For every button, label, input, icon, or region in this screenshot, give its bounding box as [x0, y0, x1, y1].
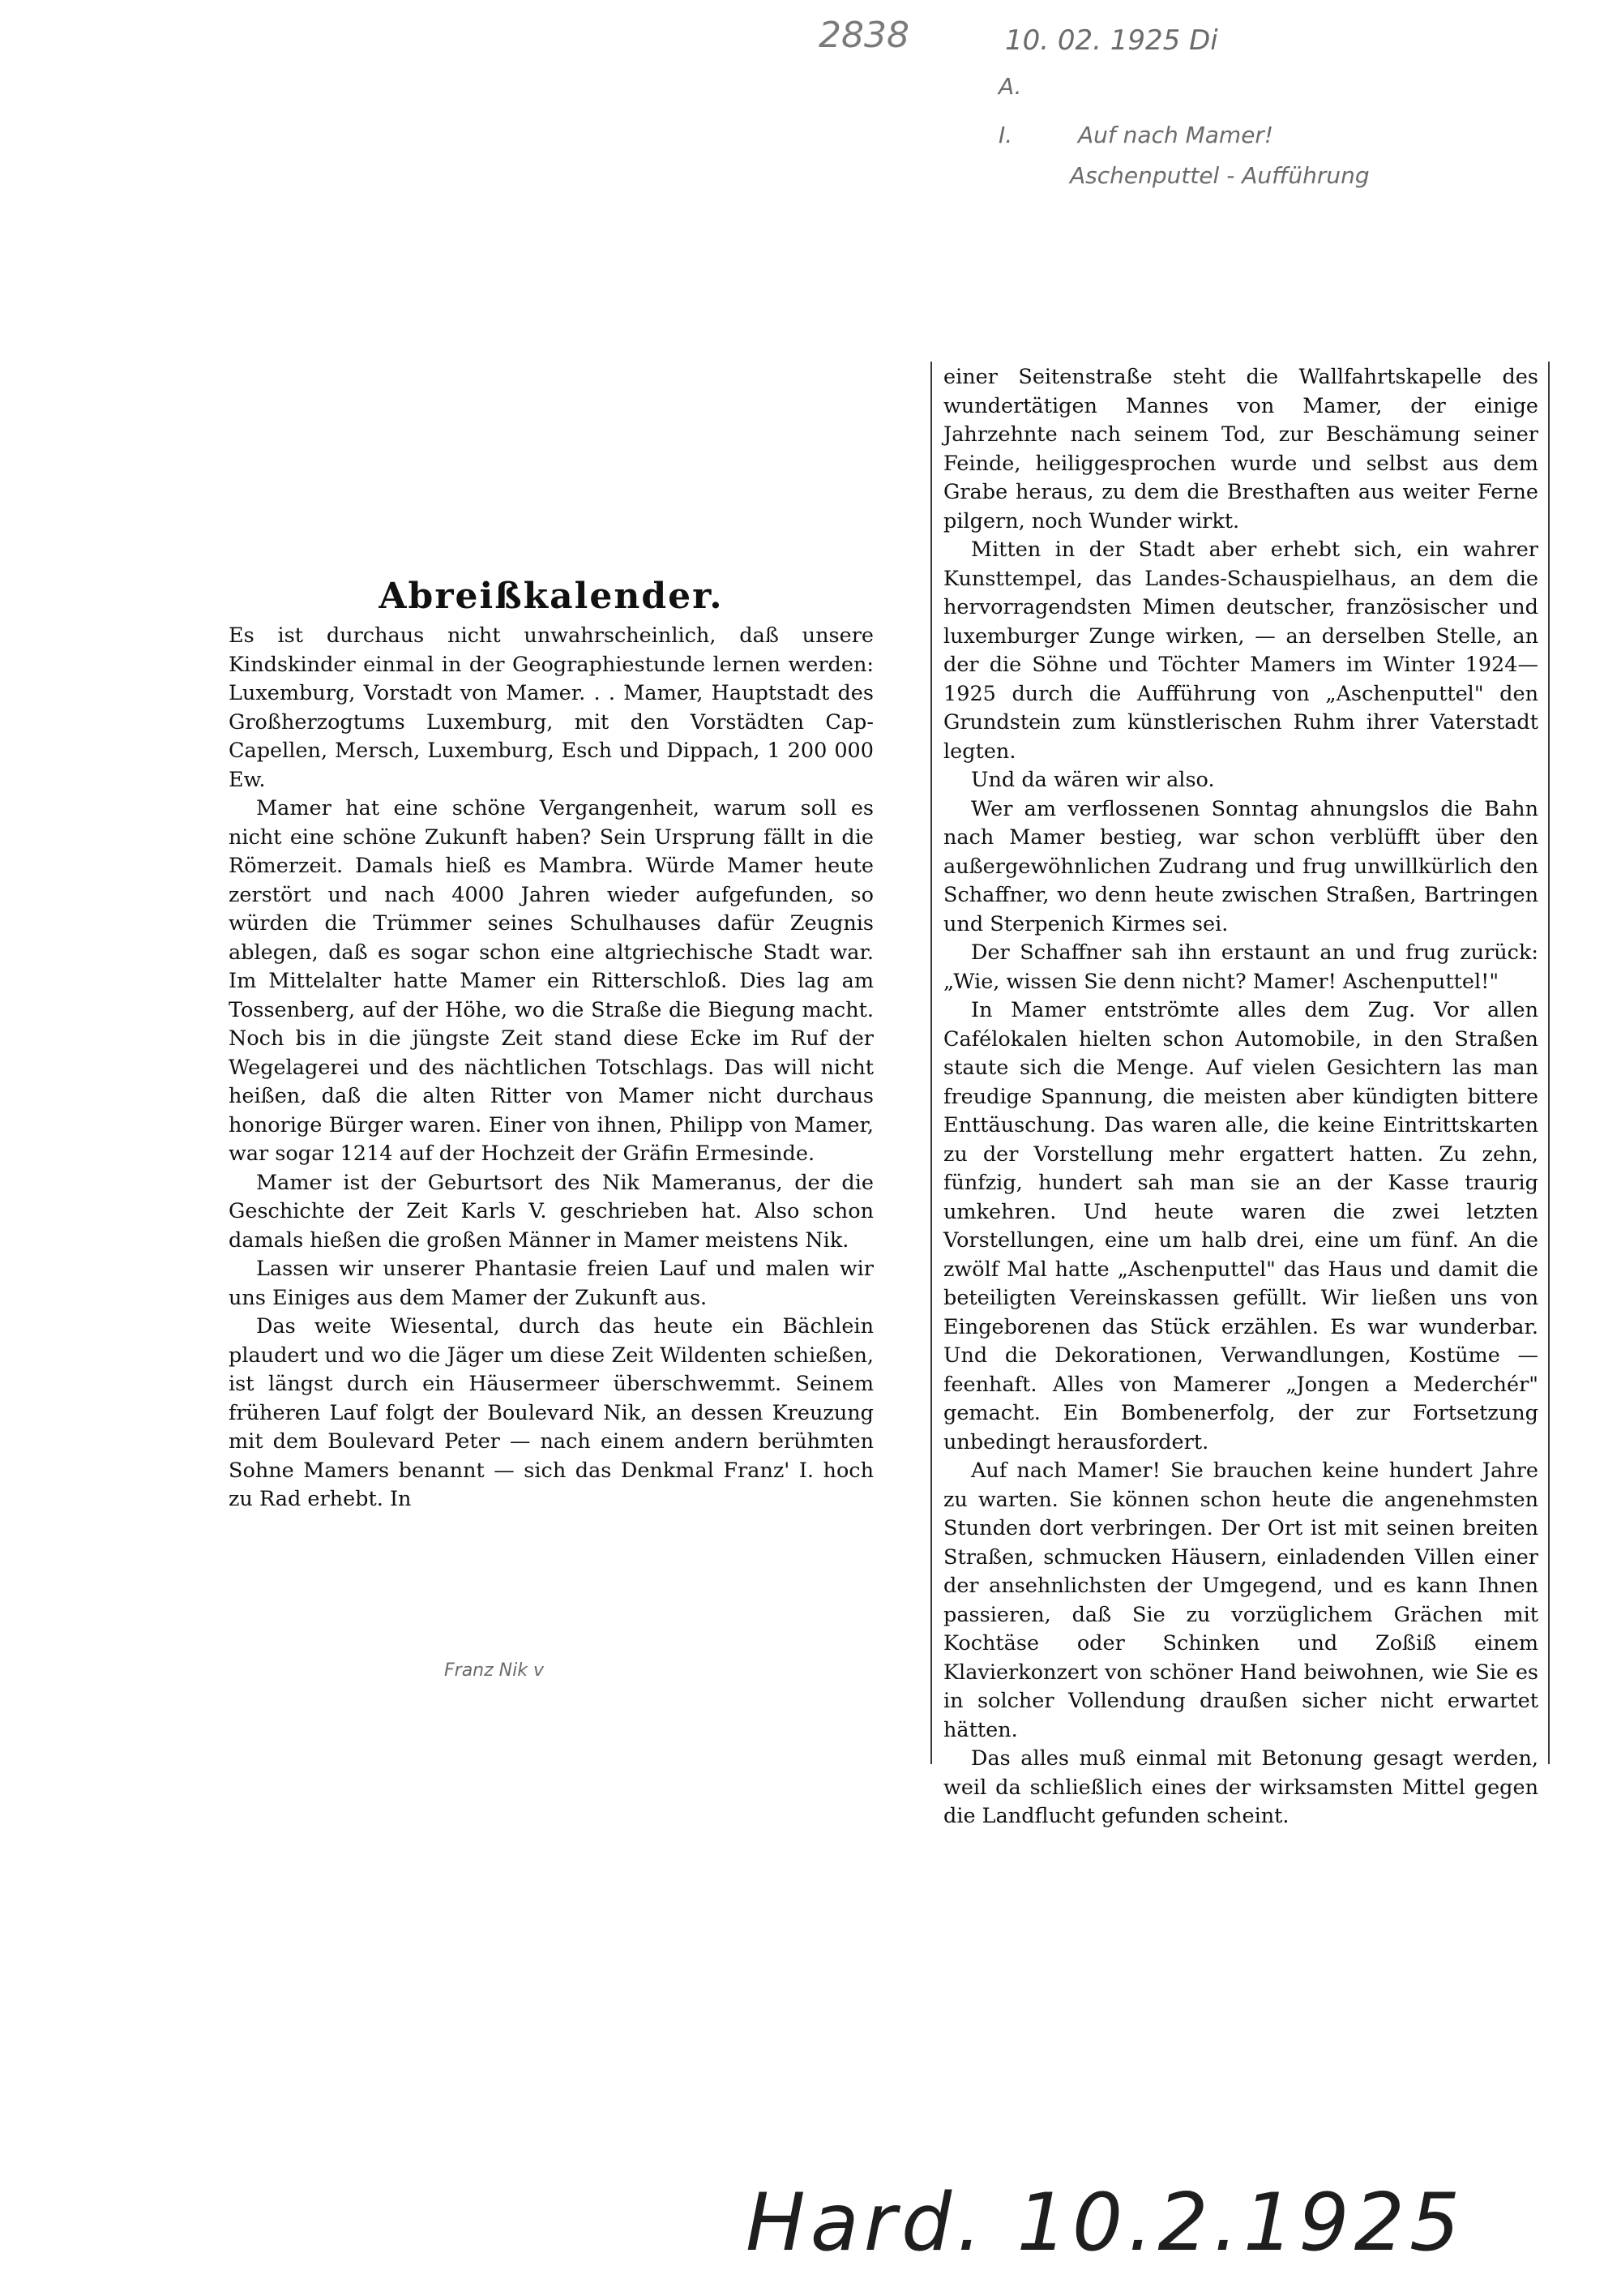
archive-number: 2838 — [819, 15, 909, 56]
paragraph: Mitten in der Stadt aber erhebt sich, ein wahrer Kunsttempel, das Landes-Schauspielhaus, an dem die hervorragendsten Mimen deutscher, französischer und luxemburger Zunge wirken, — an derselben Stelle, an der die Söhne und Töchter Mamers im Winter 1924—1925 durch die Aufführung von „Aschenputtel" den Grundstein zum künstlerischen Ruhm ihrer Vaterstadt legten. — [943, 538, 1538, 764]
paragraph: Es ist durchaus nicht unwahrscheinlich, daß unsere Kindskinder einmal in der Geographiestunde lernen werden: Luxemburg, Vorstadt von Mamer. . . Mamer, Hauptstadt des Großherzogtums Luxemburg, mit den Vorstädten Cap-Capellen, Mersch, Luxemburg, Esch und Dippach, 1 200 000 Ew. — [229, 623, 874, 792]
paragraph: Das alles muß einmal mit Betonung gesagt werden, weil da schließlich eines der wirksamsten Mittel gegen die Landflucht gefunden scheint. — [943, 1746, 1538, 1828]
handwritten-franz-note: Franz Nik v — [444, 1660, 544, 1681]
handwritten-note-line1: A. — [999, 73, 1022, 100]
paragraph: Der Schaffner sah ihn erstaunt an und frug zurück: „Wie, wissen Sie denn nicht? Mamer! Aschenputtel!" — [943, 940, 1538, 994]
paragraph: Mamer ist der Geburtsort des Nik Mameranus, der die Geschichte der Zeit Karls V. geschrieben hat. Also schon damals hießen die großen Männer in Mamer meistens Nik. — [229, 1170, 874, 1253]
paragraph: Mamer hat eine schöne Vergangenheit, warum soll es nicht eine schöne Zukunft haben? Sein Ursprung fällt in die Römerzeit. Damals hieß es Mambra. Würde Mamer heute zerstört und nach 4000 Jahren wieder aufgefunden, so würden die Trümmer seines Schulhauses dafür Zeugnis ablegen, daß es sogar schon eine altgriechische Stadt war. Im Mittelalter hatte Mamer ein Ritterschloß. Dies lag am Tossenberg, auf der Höhe, wo die Straße die Biegung macht. Noch bis in die jüngste Zeit stand diese Ecke im Ruf der Wegelagerei und des nächtlichen Totschlags. Das will nicht heißen, daß die alten Ritter von Mamer nicht durchaus honorige Bürger waren. Einer von ihnen, Philipp von Mamer, war sogar 1214 auf der Hochzeit der Gräfin Ermesinde. — [229, 796, 874, 1166]
paragraph: Das weite Wiesental, durch das heute ein Bächlein plaudert und wo die Jäger um diese Zeit Wildenten schießen, ist längst durch ein Häusermeer überschwemmt. Seinem früheren Lauf folgt der Boulevard Nik, an dessen Kreuzung mit dem Boulevard Peter — nach einem andern berühmten Sohne Mamers benannt — sich das Denkmal Franz' I. hoch zu Rad erhebt. In — [229, 1314, 874, 1511]
newspaper-clipping-right — [930, 362, 1550, 1828]
handwritten-note-line2: Auf nach Mamer! — [1078, 122, 1274, 148]
left-column — [224, 622, 879, 1514]
paragraph: Und da wären wir also. — [971, 768, 1215, 792]
newspaper-clipping-left — [224, 568, 879, 1654]
handwritten-note-line3: Aschenputtel - Aufführung — [1070, 162, 1370, 189]
paragraph: In Mamer entströmte alles dem Zug. Vor allen Cafélokalen hielten schon Automobile, in den Straßen staute sich die Menge. Auf vielen Gesichtern las man freudige Spannung, die meisten aber kündigten bittere Enttäuschung. Das waren alle, die keine Eintrittskarten zu der Vorstellung mehr ergattert hatten. Zu zehn, fünfzig, hundert sah man sie an der Kasse traurig umkehren. Und heute waren die zwei letzten Vorstellungen, eine um halb drei, eine um fünf. An die zwölf Mal hatte „Aschenputtel" das Haus und damit die beteiligten Vereinskassen gefüllt. Wir ließen uns von Eingeborenen das Stück erzählen. Es war wunderbar. Und die Dekorationen, Verwandlungen, Kostüme — feenhaft. Alles von Mamerer „Jongen a Mederchér" gemacht. Ein Bombenerfolg, der zur Fortsetzung unbedingt herausfordert. — [943, 998, 1538, 1454]
right-column — [932, 362, 1548, 1831]
handwritten-bottom-date: Hard. 10.2.1925 — [746, 2177, 1465, 2269]
paragraph: Wer am verflossenen Sonntag ahnungslos die Bahn nach Mamer bestieg, war schon verblüfft über den außergewöhnlichen Zudrang und frug unwillkürlich den Schaffner, wo denn heute zwischen Straßen, Bartringen und Sterpenich Kirmes sei. — [943, 796, 1538, 936]
paragraph: Lassen wir unserer Phantasie freien Lauf und malen wir uns Einiges aus dem Mamer der Zukunft aus. — [229, 1257, 874, 1310]
handwritten-note-marker: I. — [999, 122, 1013, 148]
article-title: Abreißkalender. — [379, 576, 724, 617]
paragraph: einer Seitenstraße steht die Wallfahrtskapelle des wundertätigen Mannes von Mamer, der einige Jahrzehnte nach seinem Tod, zur Beschämung seiner Feinde, heiliggesprochen wurde und selbst aus dem Grabe heraus, zu dem die Bresthaften aus weiter Ferne pilgern, noch Wunder wirkt. — [943, 365, 1538, 533]
handwritten-date-note: 10. 02. 1925 Di — [1005, 24, 1218, 57]
paragraph: Auf nach Mamer! Sie brauchen keine hundert Jahre zu warten. Sie können schon heute die angenehmsten Stunden dort verbringen. Der Ort ist mit seinen breiten Straßen, schmucken Häusern, einladenden Villen einer der ansehnlichsten der Umgegend, und es kann Ihnen passieren, daß Sie zu vorzüglichem Grächen mit Kochtäse oder Schinken und Zoßiß einem Klavierkonzert von schöner Hand beiwohnen, wie Sie es in solcher Vollendung draußen sicher nicht erwartet hätten. — [943, 1459, 1538, 1742]
